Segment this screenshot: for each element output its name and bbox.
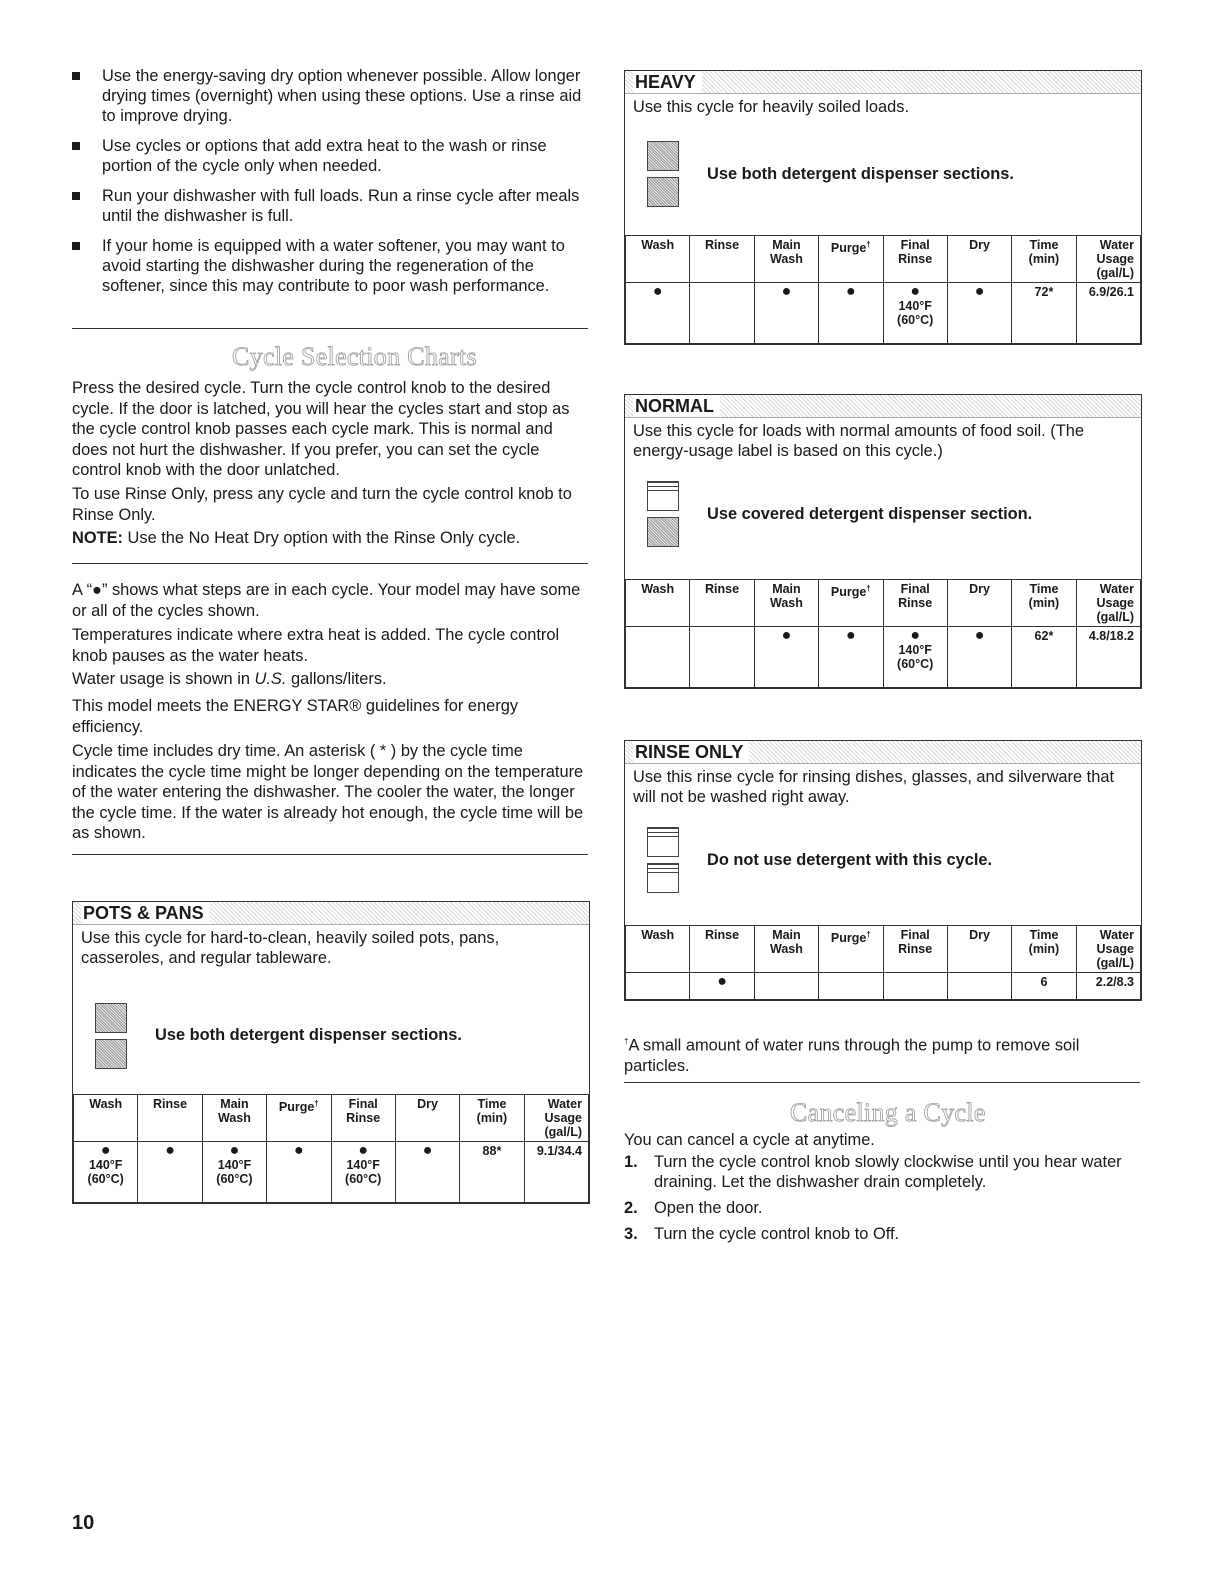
table-row: ● ● ● 140°F (60°C) ● 62* 4.8/18.2 [626,627,1141,688]
page-number: 10 [72,1512,95,1534]
divider [624,1082,1140,1083]
selection-paragraph-2: To use Rinse Only, press any cycle and turn the cycle control knob to Rinse Only. [72,485,572,524]
detergent-instruction: Do not use detergent with this cycle. [625,807,1141,925]
detergent-both-icon [95,1003,127,1075]
selection-paragraph-7: Cycle time includes dry time. An asterisk ( * ) by the cycle time indicates the cycle time might be longer depending on the temperature of the water entering the dishwasher. The cooler the water, the longer the cycle time. If the water is already hot enough, the cycle time will be as shown. [72,742,584,842]
detergent-none-icon [647,827,679,899]
selection-note: NOTE: Use the No Heat Dry option with the Rinse Only cycle. [72,529,521,547]
cycle-heavy [624,70,1142,345]
detergent-instruction: Use both detergent dispenser sections. [625,117,1141,235]
bullet-icon [72,72,80,80]
bullet-icon [72,142,80,150]
selection-paragraph-1: Press the desired cycle. Turn the cycle control knob to the desired cycle. If the door is latched, you will hear the cycles start and stop as the cycle control knob passes each cycle mark. This is normal and does not hurt the dishwasher. If you prefer, you can set the cycle control knob with the door unlatched. [72,379,570,479]
table-header-row: Wash Rinse Main Wash Purge† Final Rinse Dry Time (min) Water Usage (gal/L) [626,236,1141,283]
cycle-header: NORMAL [625,394,1141,417]
canceling-steps [624,1152,1142,1250]
divider [72,563,588,564]
pots-pans-table [73,1094,589,1203]
cycle-description: Use this rinse cycle for rinsing dishes, glasses, and silverware that will not be washed right away. [633,768,1114,806]
purge-footnote: †A small amount of water runs through the pump to remove soil particles. [624,1036,1080,1075]
bullet-icon [72,192,80,200]
selection-paragraph-6: This model meets the ENERGY STAR® guidelines for energy efficiency. [72,697,519,736]
canceling-title: Canceling a Cycle [790,1098,986,1127]
list-item: Use the energy-saving dry option whenever possible. Allow longer drying times (overnight) when using these options. Use a rinse aid to improve drying. [72,66,590,126]
cycle-header: RINSE ONLY [625,740,1141,763]
cycle-description: Use this cycle for loads with normal amounts of food soil. (The energy-usage label is based on this cycle.) [633,422,1084,460]
list-item: 2. Open the door. [624,1199,763,1217]
table-row: ● ● ● ● 140°F (60°C) ● 72* 6.9/26.1 [626,283,1141,344]
table-header-row: Wash Rinse Main Wash Purge† Final Rinse Dry Time (min) Water Usage (gal/L) [74,1095,589,1142]
bullet-icon [72,242,80,250]
list-item: Use cycles or options that add extra heat to the wash or rinse portion of the cycle only when needed. [72,136,590,176]
table-header-row: Wash Rinse Main Wash Purge† Final Rinse Dry Time (min) Water Usage (gal/L) [626,580,1141,627]
detergent-instruction: Use both detergent dispenser sections. [73,968,589,1094]
detergent-covered-icon [647,481,679,553]
rinse-only-table [625,925,1141,1000]
cycle-header: POTS & PANS [73,901,589,924]
detergent-both-icon [647,141,679,213]
heavy-table [625,235,1141,344]
canceling-intro: You can cancel a cycle at anytime. [624,1131,875,1149]
selection-paragraph-3: A “●” shows what steps are in each cycle. Your model may have some or all of the cycles shown. [72,581,581,620]
list-item: 3. Turn the cycle control knob to Off. [624,1225,900,1243]
cycle-normal [624,394,1142,689]
divider [72,854,588,855]
cycle-selection-title: Cycle Selection Charts [232,342,477,371]
selection-paragraph-5: Water usage is shown in U.S. gallons/liters. [72,670,387,688]
list-item: Run your dishwasher with full loads. Run a rinse cycle after meals until the dishwasher is full. [72,186,590,226]
table-row: ● 140°F (60°C) ● ● 140°F (60°C) ● ● 140°F (60°C) ● 88* 9.1/34.4 [74,1142,589,1203]
normal-table [625,579,1141,688]
cycle-rinse-only [624,740,1142,1001]
cycle-description: Use this cycle for heavily soiled loads. [633,98,910,116]
table-header-row: Wash Rinse Main Wash Purge† Final Rinse Dry Time (min) Water Usage (gal/L) [626,926,1141,973]
divider [72,328,588,329]
selection-paragraph-4: Temperatures indicate where extra heat is added. The cycle control knob pauses as the water heats. [72,626,560,665]
detergent-instruction: Use covered detergent dispenser section. [625,461,1141,579]
list-item: If your home is equipped with a water softener, you may want to avoid starting the dishwasher during the regeneration of the softener, since this may contribute to poor wash performance. [72,236,590,296]
cycle-description: Use this cycle for hard-to-clean, heavily soiled pots, pans, casseroles, and regular tableware. [81,929,500,967]
energy-tips-list [72,66,590,306]
list-item: 1. Turn the cycle control knob slowly clockwise until you hear water draining. Let the dishwasher drain completely. [624,1153,1122,1191]
cycle-pots-pans [72,901,590,1204]
cycle-header: HEAVY [625,70,1141,93]
table-row: ● 6 2.2/8.3 [626,973,1141,1000]
